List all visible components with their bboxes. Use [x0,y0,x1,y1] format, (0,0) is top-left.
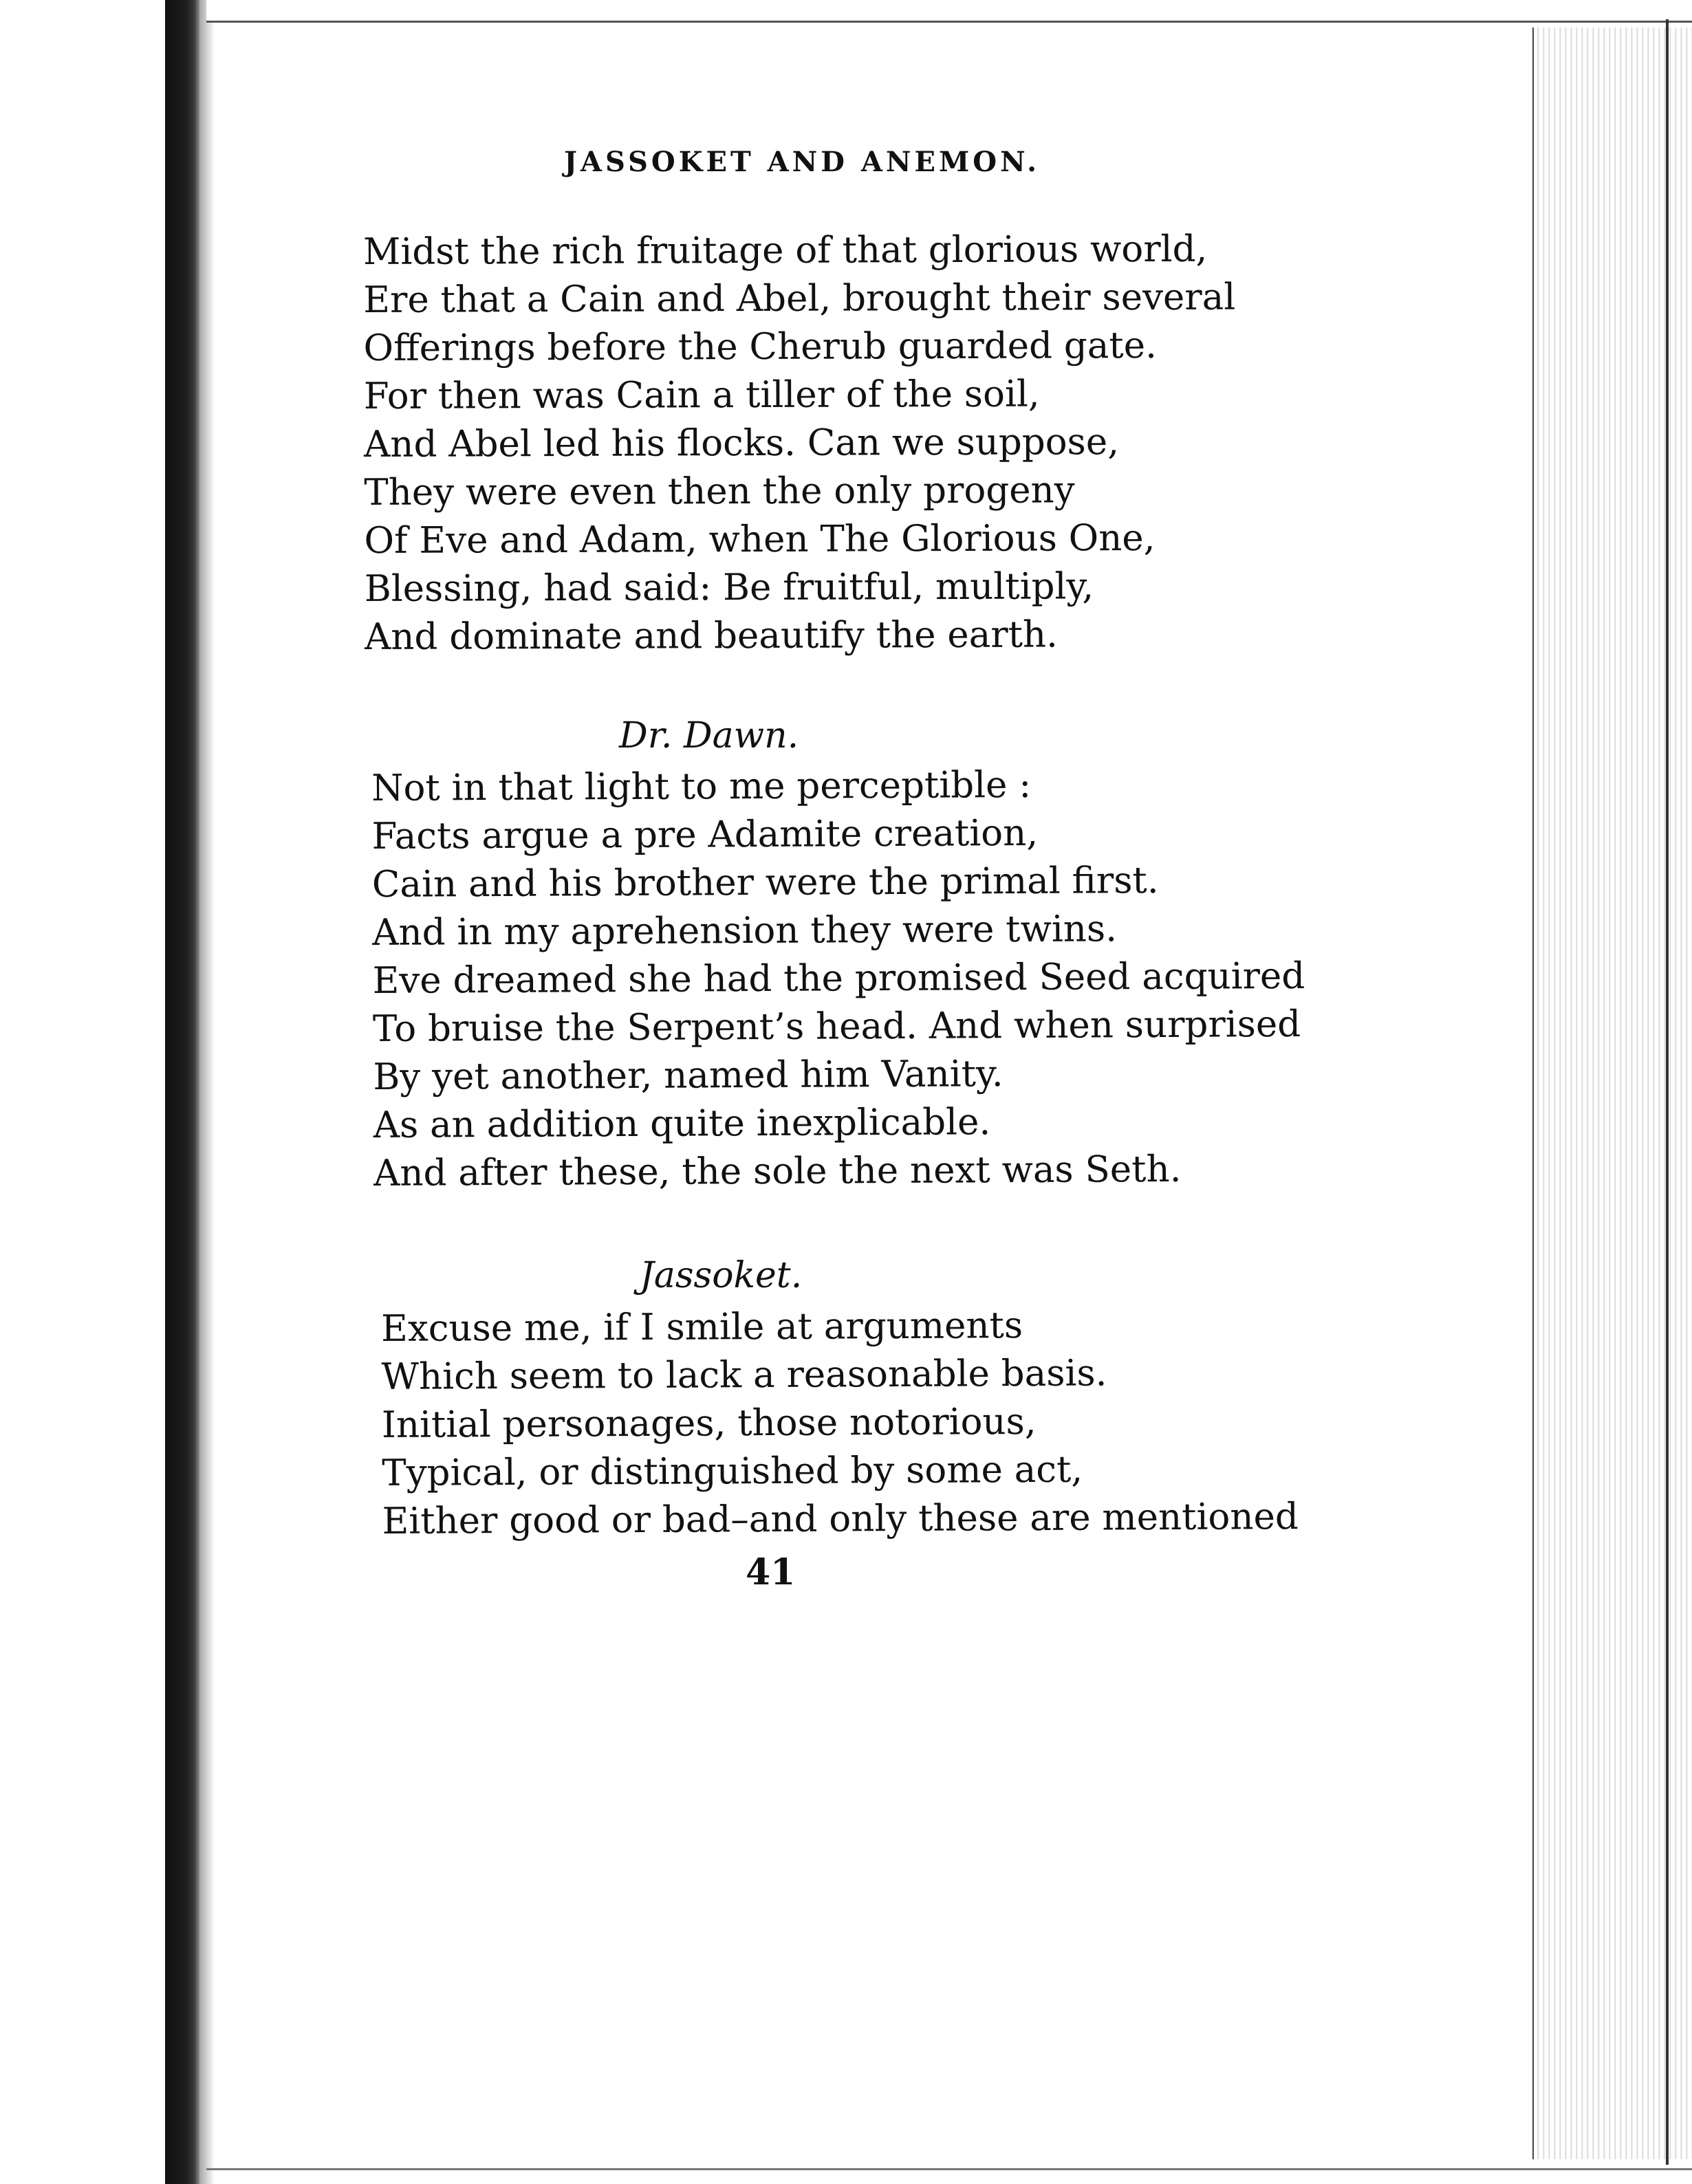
verse-line: To bruise the Serpent’s head. And when surprised [372,1003,1301,1050]
verse-line: And Abel led his flocks. Can we suppose, [363,421,1120,466]
verse-line: Not in that light to me perceptible : [371,763,1032,809]
stanza-3 [381,1300,1299,1546]
speaker-heading-dr-dawn: Dr. Dawn. [619,715,799,756]
verse-line: Midst the rich fruitage of that glorious world, [363,228,1208,273]
verse-line: Eve dreamed she had the promised Seed acquired [372,954,1305,1002]
right-page-edge [1666,19,1669,2165]
verse-line: Of Eve and Adam, when The Glorious One, [364,516,1156,562]
bottom-page-edge [206,2168,1692,2170]
verse-line: They were even then the only progeny [364,469,1075,514]
verse-line: Excuse me, if I smile at arguments [381,1304,1023,1350]
verse-line: Either good or bad–and only these are mentioned [382,1496,1299,1542]
verse-line: And in my aprehension they were twins. [372,908,1118,954]
verse-line: Which seem to lack a reasonable basis. [381,1352,1107,1398]
speaker-heading-jassoket: Jassoket. [640,1255,803,1296]
verse-line: And after these, the sole the next was Seth. [373,1148,1182,1194]
verse-line: Facts argue a pre Adamite creation, [371,811,1039,858]
verse-line: For then was Cain a tiller of the soil, [363,373,1040,417]
verse-line: Offerings before the Cherub guarded gate. [363,324,1157,369]
verse-line: As an addition quite inexplicable. [373,1101,991,1146]
page-number: 41 [746,1551,796,1593]
top-page-edge [206,0,1692,23]
verse-line: By yet another, named him Vanity. [373,1053,1004,1098]
stanza-2 [371,760,1306,1198]
verse-line: Ere that a Cain and Abel, brought their several [363,276,1236,321]
verse-line: Cain and his brother were the primal first. [371,860,1159,906]
running-head: JASSOKET AND ANEMON. [564,146,1040,178]
verse-line: Initial personages, those notorious, [381,1401,1037,1446]
verse-line: Blessing, had said: Be fruitful, multiply, [364,565,1094,610]
stanza-1 [363,226,1237,662]
verse-line: Typical, or distinguished by some act, [382,1448,1083,1494]
book-spine-shadow [165,0,199,2184]
gutter-shadow [199,0,215,2184]
verse-line: And dominate and beautify the earth. [364,613,1059,658]
left-facing-page [0,0,166,2184]
